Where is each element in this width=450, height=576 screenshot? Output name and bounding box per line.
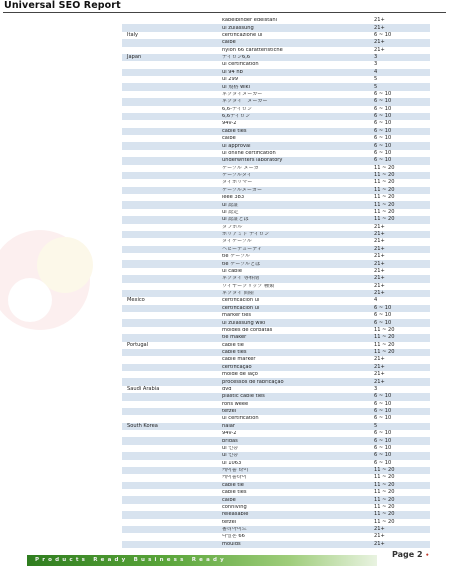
keyword-cell: processos de fabricação — [222, 379, 284, 385]
keyword-cell: ul certification — [222, 62, 259, 68]
rank-range-cell: 21+ — [374, 46, 385, 53]
table-row — [122, 17, 430, 24]
rank-range-cell: 11 ~ 20 — [374, 334, 395, 341]
rank-range-cell: 11 ~ 20 — [374, 349, 395, 356]
table-row — [122, 275, 430, 282]
keyword-cell: ul zulassung wiki — [222, 320, 266, 326]
keyword-cell: releasable — [222, 512, 249, 518]
keyword-cell: marker ties — [222, 313, 251, 319]
table-row — [122, 76, 430, 83]
table-row — [122, 201, 430, 208]
keyword-cell: ケーブルタイ — [222, 173, 252, 179]
keyword-cell: kabelbinder edelstahl — [222, 18, 278, 24]
rank-range-cell: 6 ~ 10 — [374, 90, 392, 97]
table-row — [122, 430, 430, 437]
table-row — [122, 150, 430, 157]
keyword-cell: cable ties — [222, 490, 247, 496]
report-title: Universal SEO Report — [4, 0, 121, 11]
keyword-cell: ケーブル メーカ — [222, 165, 259, 171]
keyword-cell: cable ties — [222, 350, 247, 356]
rank-range-cell: 11 ~ 20 — [374, 216, 395, 223]
rank-range-cell: 11 ~ 20 — [374, 503, 395, 510]
rank-range-cell: 21+ — [374, 356, 385, 363]
keyword-cell: moulds — [222, 541, 241, 547]
keyword-cell: 94v-2 — [222, 121, 237, 127]
keyword-cell: underwriters laboratory — [222, 158, 283, 164]
table-row — [122, 216, 430, 223]
keyword-cell: tie ケーブルとは — [222, 261, 261, 267]
rank-range-cell: 11 ~ 20 — [374, 208, 395, 215]
keyword-cell: ul certification — [222, 416, 259, 422]
keyword-cell: ul 인증 — [222, 445, 239, 451]
keyword-cell: halar — [222, 423, 235, 429]
keyword-cell: ul 認定 — [222, 209, 239, 215]
table-row — [122, 467, 430, 474]
rank-range-cell: 6 ~ 10 — [374, 142, 392, 149]
table-row — [122, 24, 430, 31]
keyword-cell: tefzel — [222, 519, 237, 525]
keyword-cell: ネクタイ 専科南 — [222, 276, 260, 282]
rank-range-cell: 6 ~ 10 — [374, 400, 392, 407]
keyword-cell: tie ケーブル — [222, 254, 251, 260]
table-row — [122, 474, 430, 481]
rank-range-cell: 11 ~ 20 — [374, 326, 395, 333]
rank-range-cell: 11 ~ 20 — [374, 489, 395, 496]
table-row — [122, 312, 430, 319]
keyword-cell: タイポリマー — [222, 180, 253, 186]
rank-range-cell: 21+ — [374, 290, 385, 297]
table-row — [122, 437, 430, 444]
rank-range-cell: 21+ — [374, 371, 385, 378]
rank-range-cell: 6 ~ 10 — [374, 312, 392, 319]
table-row — [122, 69, 430, 76]
country-cell: Saudi Arabia — [127, 385, 160, 392]
table-row — [122, 386, 430, 393]
country-cell: Japan — [127, 54, 142, 61]
table-row — [122, 142, 430, 149]
keyword-cell: ul 인증 — [222, 453, 239, 459]
rank-range-cell: 3 — [374, 385, 378, 392]
table-row — [122, 297, 430, 304]
keyword-cell: cable ties — [222, 128, 247, 134]
country-cell: Mexico — [127, 297, 145, 304]
table-row — [122, 511, 430, 518]
rank-range-cell: 21+ — [374, 39, 385, 46]
table-row — [122, 460, 430, 467]
keyword-cell: calbe — [222, 40, 236, 46]
rank-range-cell: 21+ — [374, 231, 385, 238]
table-row — [122, 445, 430, 452]
keyword-cell: conniving — [222, 504, 247, 510]
table-row — [122, 157, 430, 164]
table-row — [122, 91, 430, 98]
table-row — [122, 482, 430, 489]
rank-range-cell: 21+ — [374, 267, 385, 274]
rank-range-cell: 3 — [374, 54, 378, 61]
rank-range-cell: 11 ~ 20 — [374, 186, 395, 193]
table-row — [122, 408, 430, 415]
keyword-cell: certificazione ul — [222, 32, 263, 38]
keyword-cell: molde de laço — [222, 372, 258, 378]
rank-range-cell: 21+ — [374, 363, 385, 370]
country-cell: Portugal — [127, 341, 149, 348]
table-row — [122, 371, 430, 378]
rank-range-cell: 21+ — [374, 245, 385, 252]
rank-range-cell: 21+ — [374, 275, 385, 282]
table-row — [122, 231, 430, 238]
keyword-cell: 6,6ナイロン — [222, 114, 251, 120]
table-row — [122, 253, 430, 260]
keyword-cell: calbe — [222, 136, 236, 142]
table-row — [122, 32, 430, 39]
keyword-cell: certificacion ul — [222, 305, 260, 311]
rank-range-cell: 6 ~ 10 — [374, 105, 392, 112]
keyword-cell: certificacion ul — [222, 298, 260, 304]
rank-range-cell: 21+ — [374, 282, 385, 289]
keyword-cell: ul 規格 wiki — [222, 84, 251, 90]
footer-tagline: Products Ready Business Ready — [35, 557, 227, 563]
keyword-cell: tefzel — [222, 409, 237, 415]
rank-range-cell: 6 ~ 10 — [374, 459, 392, 466]
table-row — [122, 246, 430, 253]
rank-range-cell: 21+ — [374, 540, 385, 547]
keyword-cell: 94v-2 — [222, 431, 237, 437]
rank-range-cell: 11 ~ 20 — [374, 496, 395, 503]
country-cell: Italy — [127, 31, 139, 38]
rank-range-cell: 6 ~ 10 — [374, 31, 392, 38]
keyword-cell: 폴리아미드 — [222, 527, 247, 533]
table-row — [122, 54, 430, 61]
table-row — [122, 415, 430, 422]
rank-range-cell: 6 ~ 10 — [374, 430, 392, 437]
rank-range-cell: 6 ~ 10 — [374, 98, 392, 105]
table-row — [122, 349, 430, 356]
rank-range-cell: 21+ — [374, 526, 385, 533]
table-row — [122, 120, 430, 127]
table-row — [122, 83, 430, 90]
rank-range-cell: 11 ~ 20 — [374, 172, 395, 179]
page-header — [0, 0, 450, 16]
table-row — [122, 260, 430, 267]
rank-range-cell: 6 ~ 10 — [374, 452, 392, 459]
keyword-ranking-table — [122, 17, 430, 548]
rank-range-cell: 6 ~ 10 — [374, 415, 392, 422]
table-row — [122, 61, 430, 68]
watermark-logo — [0, 225, 110, 335]
keyword-cell: plastic cable ties — [222, 394, 265, 400]
table-row — [122, 496, 430, 503]
rank-range-cell: 3 — [374, 61, 378, 68]
keyword-cell: cable marker — [222, 357, 256, 363]
keyword-cell: calbe — [222, 497, 236, 503]
table-row — [122, 194, 430, 201]
keyword-cell: ポリアミド ナイロン — [222, 232, 270, 238]
rank-range-cell: 6 ~ 10 — [374, 319, 392, 326]
keyword-cell: ネクタイ 問屋 — [222, 291, 254, 297]
keyword-cell: 나일론 66 — [222, 534, 245, 540]
table-row — [122, 39, 430, 46]
table-row — [122, 364, 430, 371]
keyword-cell: ナイロン6,6 — [222, 55, 251, 61]
rank-range-cell: 21+ — [374, 253, 385, 260]
page-number — [392, 550, 429, 559]
keyword-cell: ケーブルメーカー — [222, 187, 263, 193]
table-row — [122, 238, 430, 245]
table-row — [122, 98, 430, 105]
table-row — [122, 378, 430, 385]
keyword-cell: ul online certification — [222, 150, 276, 156]
table-row — [122, 452, 430, 459]
rank-range-cell: 6 ~ 10 — [374, 444, 392, 451]
rank-range-cell: 11 ~ 20 — [374, 194, 395, 201]
rank-range-cell: 11 ~ 20 — [374, 341, 395, 348]
table-row — [122, 187, 430, 194]
table-row — [122, 47, 430, 54]
table-row — [122, 334, 430, 341]
table-row — [122, 179, 430, 186]
keyword-cell: ul 認証とは — [222, 217, 249, 223]
keyword-cell: ul 94 hb — [222, 69, 243, 75]
table-row — [122, 519, 430, 526]
keyword-cell: タフボル — [222, 224, 243, 230]
rank-range-cell: 6 ~ 10 — [374, 408, 392, 415]
table-row — [122, 290, 430, 297]
table-row — [122, 128, 430, 135]
rank-range-cell: 11 ~ 20 — [374, 467, 395, 474]
rank-range-cell: 6 ~ 10 — [374, 120, 392, 127]
keyword-cell: certificação — [222, 364, 252, 370]
keyword-cell: タイケーブル — [222, 239, 252, 245]
table-row — [122, 305, 430, 312]
table-row — [122, 209, 430, 216]
rank-range-cell: 21+ — [374, 17, 385, 24]
keyword-cell: moldes de corbatas — [222, 327, 273, 333]
rank-range-cell: 11 ~ 20 — [374, 518, 395, 525]
table-row — [122, 319, 430, 326]
page-label: Page 2 — [392, 550, 423, 559]
keyword-cell: ul 認証 — [222, 202, 239, 208]
rank-range-cell: 21+ — [374, 378, 385, 385]
keyword-cell: rohs weee — [222, 401, 249, 407]
table-row — [122, 533, 430, 540]
keyword-cell: ul cable — [222, 268, 242, 274]
rank-range-cell: 6 ~ 10 — [374, 393, 392, 400]
keyword-cell: ul approval — [222, 143, 251, 149]
keyword-cell: cable tie — [222, 342, 244, 348]
rank-range-cell: 11 ~ 20 — [374, 511, 395, 518]
rank-range-cell: 21+ — [374, 533, 385, 540]
keyword-cell: ネクタイ メーカー — [222, 99, 268, 105]
table-row — [122, 224, 430, 231]
keyword-cell: 케이블 타이 — [222, 468, 249, 474]
keyword-cell: dvd — [222, 386, 232, 392]
table-row — [122, 268, 430, 275]
rank-range-cell: 11 ~ 20 — [374, 201, 395, 208]
rank-range-cell: 11 ~ 20 — [374, 164, 395, 171]
keyword-cell: ul 299 — [222, 77, 238, 83]
keyword-cell: ヘビーデューティ — [222, 246, 262, 252]
keyword-cell: tie maker — [222, 335, 247, 341]
table-row — [122, 526, 430, 533]
table-row — [122, 401, 430, 408]
rank-range-cell: 5 — [374, 76, 378, 83]
rank-range-cell: 21+ — [374, 238, 385, 245]
rank-range-cell: 6 ~ 10 — [374, 127, 392, 134]
keyword-cell: cable tie — [222, 482, 244, 488]
rank-range-cell: 11 ~ 20 — [374, 481, 395, 488]
rank-range-cell: 21+ — [374, 260, 385, 267]
keyword-cell: ネクタイメーカー — [222, 91, 263, 97]
rank-range-cell: 5 — [374, 422, 378, 429]
rank-range-cell: 6 ~ 10 — [374, 304, 392, 311]
keyword-cell: nylon 66 caratteristiche — [222, 47, 283, 53]
keyword-cell: bridas — [222, 438, 238, 444]
rank-range-cell: 21+ — [374, 24, 385, 31]
page-bullet-icon: • — [425, 552, 430, 559]
rank-range-cell: 6 ~ 10 — [374, 149, 392, 156]
table-row — [122, 283, 430, 290]
rank-range-cell: 4 — [374, 68, 378, 75]
keyword-cell: ワイヤークリップ 種類 — [222, 283, 275, 289]
table-row — [122, 423, 430, 430]
table-row — [122, 541, 430, 548]
keyword-cell: ul zulassung — [222, 25, 254, 31]
rank-range-cell: 6 ~ 10 — [374, 437, 392, 444]
table-row — [122, 504, 430, 511]
table-row — [122, 113, 430, 120]
table-row — [122, 393, 430, 400]
country-cell: South Korea — [127, 422, 158, 429]
rank-range-cell: 6 ~ 10 — [374, 135, 392, 142]
rank-range-cell: 11 ~ 20 — [374, 474, 395, 481]
table-row — [122, 327, 430, 334]
table-row — [122, 489, 430, 496]
table-row — [122, 356, 430, 363]
rank-range-cell: 4 — [374, 297, 378, 304]
footer-banner — [27, 555, 377, 566]
keyword-cell: 케이블타이 — [222, 475, 247, 481]
table-row — [122, 342, 430, 349]
table-row — [122, 106, 430, 113]
rank-range-cell: 6 ~ 10 — [374, 157, 392, 164]
keyword-cell: ul 1063 — [222, 460, 242, 466]
table-row — [122, 165, 430, 172]
table-row — [122, 135, 430, 142]
rank-range-cell: 21+ — [374, 223, 385, 230]
header-divider — [3, 12, 446, 13]
keyword-cell: ieee 383 — [222, 195, 245, 201]
keyword-cell: 6,6-ナイロン — [222, 106, 252, 112]
rank-range-cell: 5 — [374, 83, 378, 90]
rank-range-cell: 11 ~ 20 — [374, 179, 395, 186]
rank-range-cell: 6 ~ 10 — [374, 113, 392, 120]
table-row — [122, 172, 430, 179]
